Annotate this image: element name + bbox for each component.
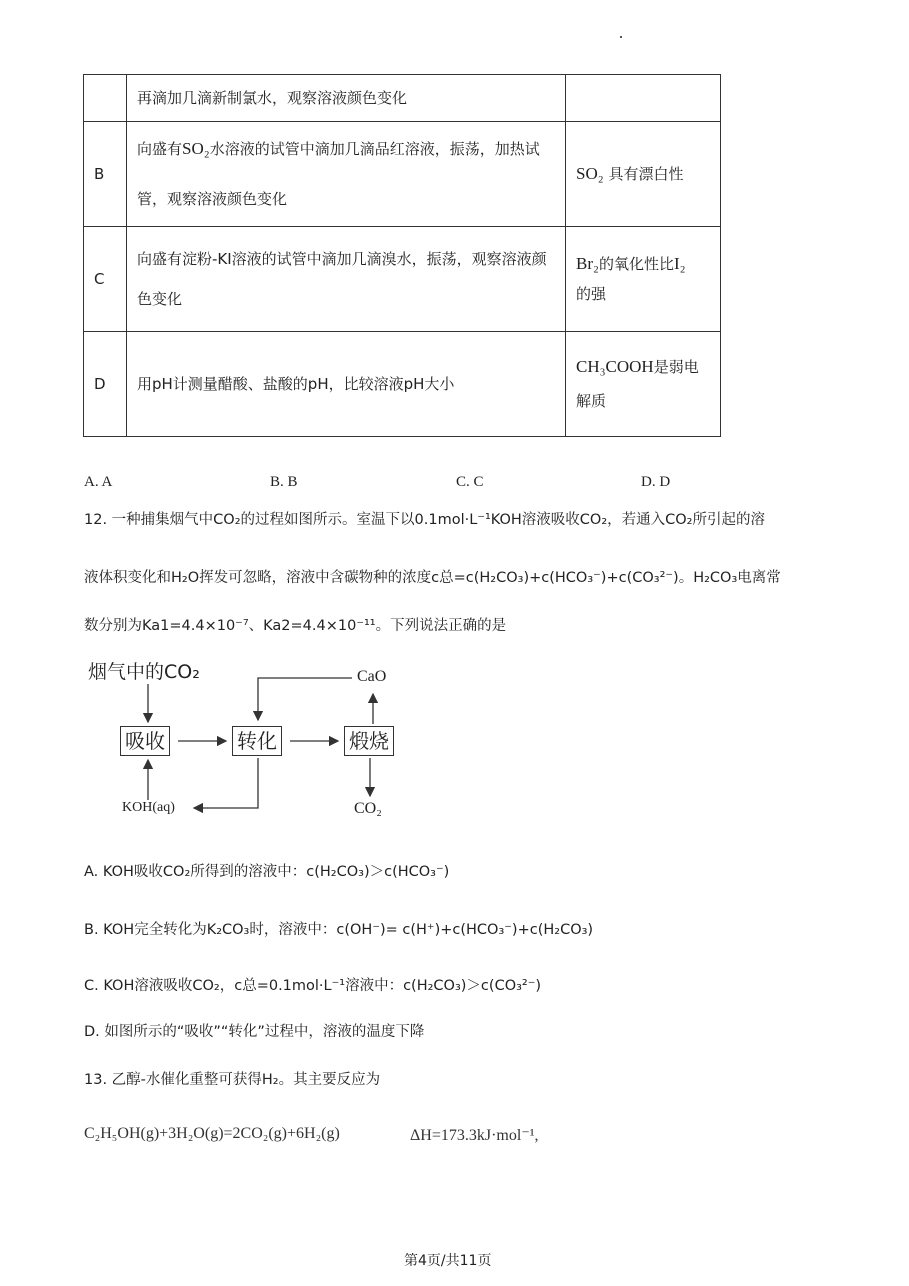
co2-label: CO₂ xyxy=(354,800,382,817)
absorb-box: 吸收 xyxy=(120,726,170,756)
q12-option-c: C. KOH溶液吸收CO₂，c总=0.1mol·L⁻¹溶液中：c(H₂CO₃)＞c(CO₃²⁻) xyxy=(84,978,542,994)
answer-b: B. B xyxy=(270,474,298,490)
koh-label: KOH(aq) xyxy=(122,800,175,815)
conclusion-text: 的强 xyxy=(576,285,607,303)
row-label: D xyxy=(84,332,127,437)
q12-option-a: A. KOH吸收CO₂所得到的溶液中：c(H₂CO₃)＞c(HCO₃⁻) xyxy=(84,864,450,880)
chem-formula: SO₂ xyxy=(182,139,210,158)
row-operation: 再滴加几滴新制氯水，观察溶液颜色变化 xyxy=(127,75,566,122)
row-operation: 向盛有淀粉-KI溶液的试管中滴加几滴溴水，振荡，观察溶液颜色变化 xyxy=(127,227,566,332)
diagram-input-label: 烟气中的CO₂ xyxy=(88,661,200,683)
q13-enthalpy: ΔH=173.3kJ·mol⁻¹, xyxy=(410,1127,539,1144)
conclusion-text: 具有漂白性 xyxy=(608,165,684,183)
calcine-box: 煅烧 xyxy=(344,726,394,756)
chem-formula: CH₃COOH xyxy=(576,357,654,376)
convert-box: 转化 xyxy=(232,726,282,756)
q12-line2: 液体积变化和H₂O挥发可忽略，溶液中含碳物种的浓度c总=c(H₂CO₃)+c(HCO₃⁻)+c(CO₃²⁻)。H₂CO₃电离常 xyxy=(84,570,781,586)
q13-intro: 13. 乙醇-水催化重整可获得H₂。其主要反应为 xyxy=(84,1072,381,1088)
answer-d: D. D xyxy=(641,474,671,490)
chem-formula: SO₂ xyxy=(576,164,604,183)
q12-option-b: B. KOH完全转化为K₂CO₃时，溶液中：c(OH⁻)= c(H⁺)+c(HCO₃⁻)+c(H₂CO₃) xyxy=(84,922,594,938)
conclusion-text: 的氧化性比 xyxy=(598,255,674,273)
cao-label: CaO xyxy=(357,668,387,685)
row-operation: 用pH计测量醋酸、盐酸的pH，比较溶液pH大小 xyxy=(127,332,566,437)
operation-text: 水溶液的试管中滴加几滴品红溶液，振荡，加热试管，观察溶液颜色变化 xyxy=(137,140,540,208)
q12-line1: 12. 一种捕集烟气中CO₂的过程如图所示。室温下以0.1mol·L⁻¹KOH溶液吸收CO₂，若通入CO₂所引起的溶 xyxy=(84,512,765,528)
answer-c: C. C xyxy=(456,474,484,490)
chem-formula: I₂ xyxy=(673,254,686,273)
q13-reaction: C₂H₅OH(g)+3H₂O(g)=2CO₂(g)+6H₂(g) xyxy=(84,1125,340,1142)
conclusion-text: 是弱电解质 xyxy=(576,358,699,410)
page-footer: 第4页/共11页 xyxy=(404,1253,492,1269)
q12-option-d: D. 如图所示的“吸收”“转化”过程中，溶液的温度下降 xyxy=(84,1024,425,1040)
operation-text: 向盛有 xyxy=(137,140,183,158)
row-label: B xyxy=(84,122,127,227)
row-label: C xyxy=(84,227,127,332)
chem-formula: Br₂ xyxy=(576,254,599,273)
q12-line3: 数分别为Ka1=4.4×10⁻⁷、Ka2=4.4×10⁻¹¹。下列说法正确的是 xyxy=(84,618,507,634)
answer-a: A. A xyxy=(84,474,113,490)
